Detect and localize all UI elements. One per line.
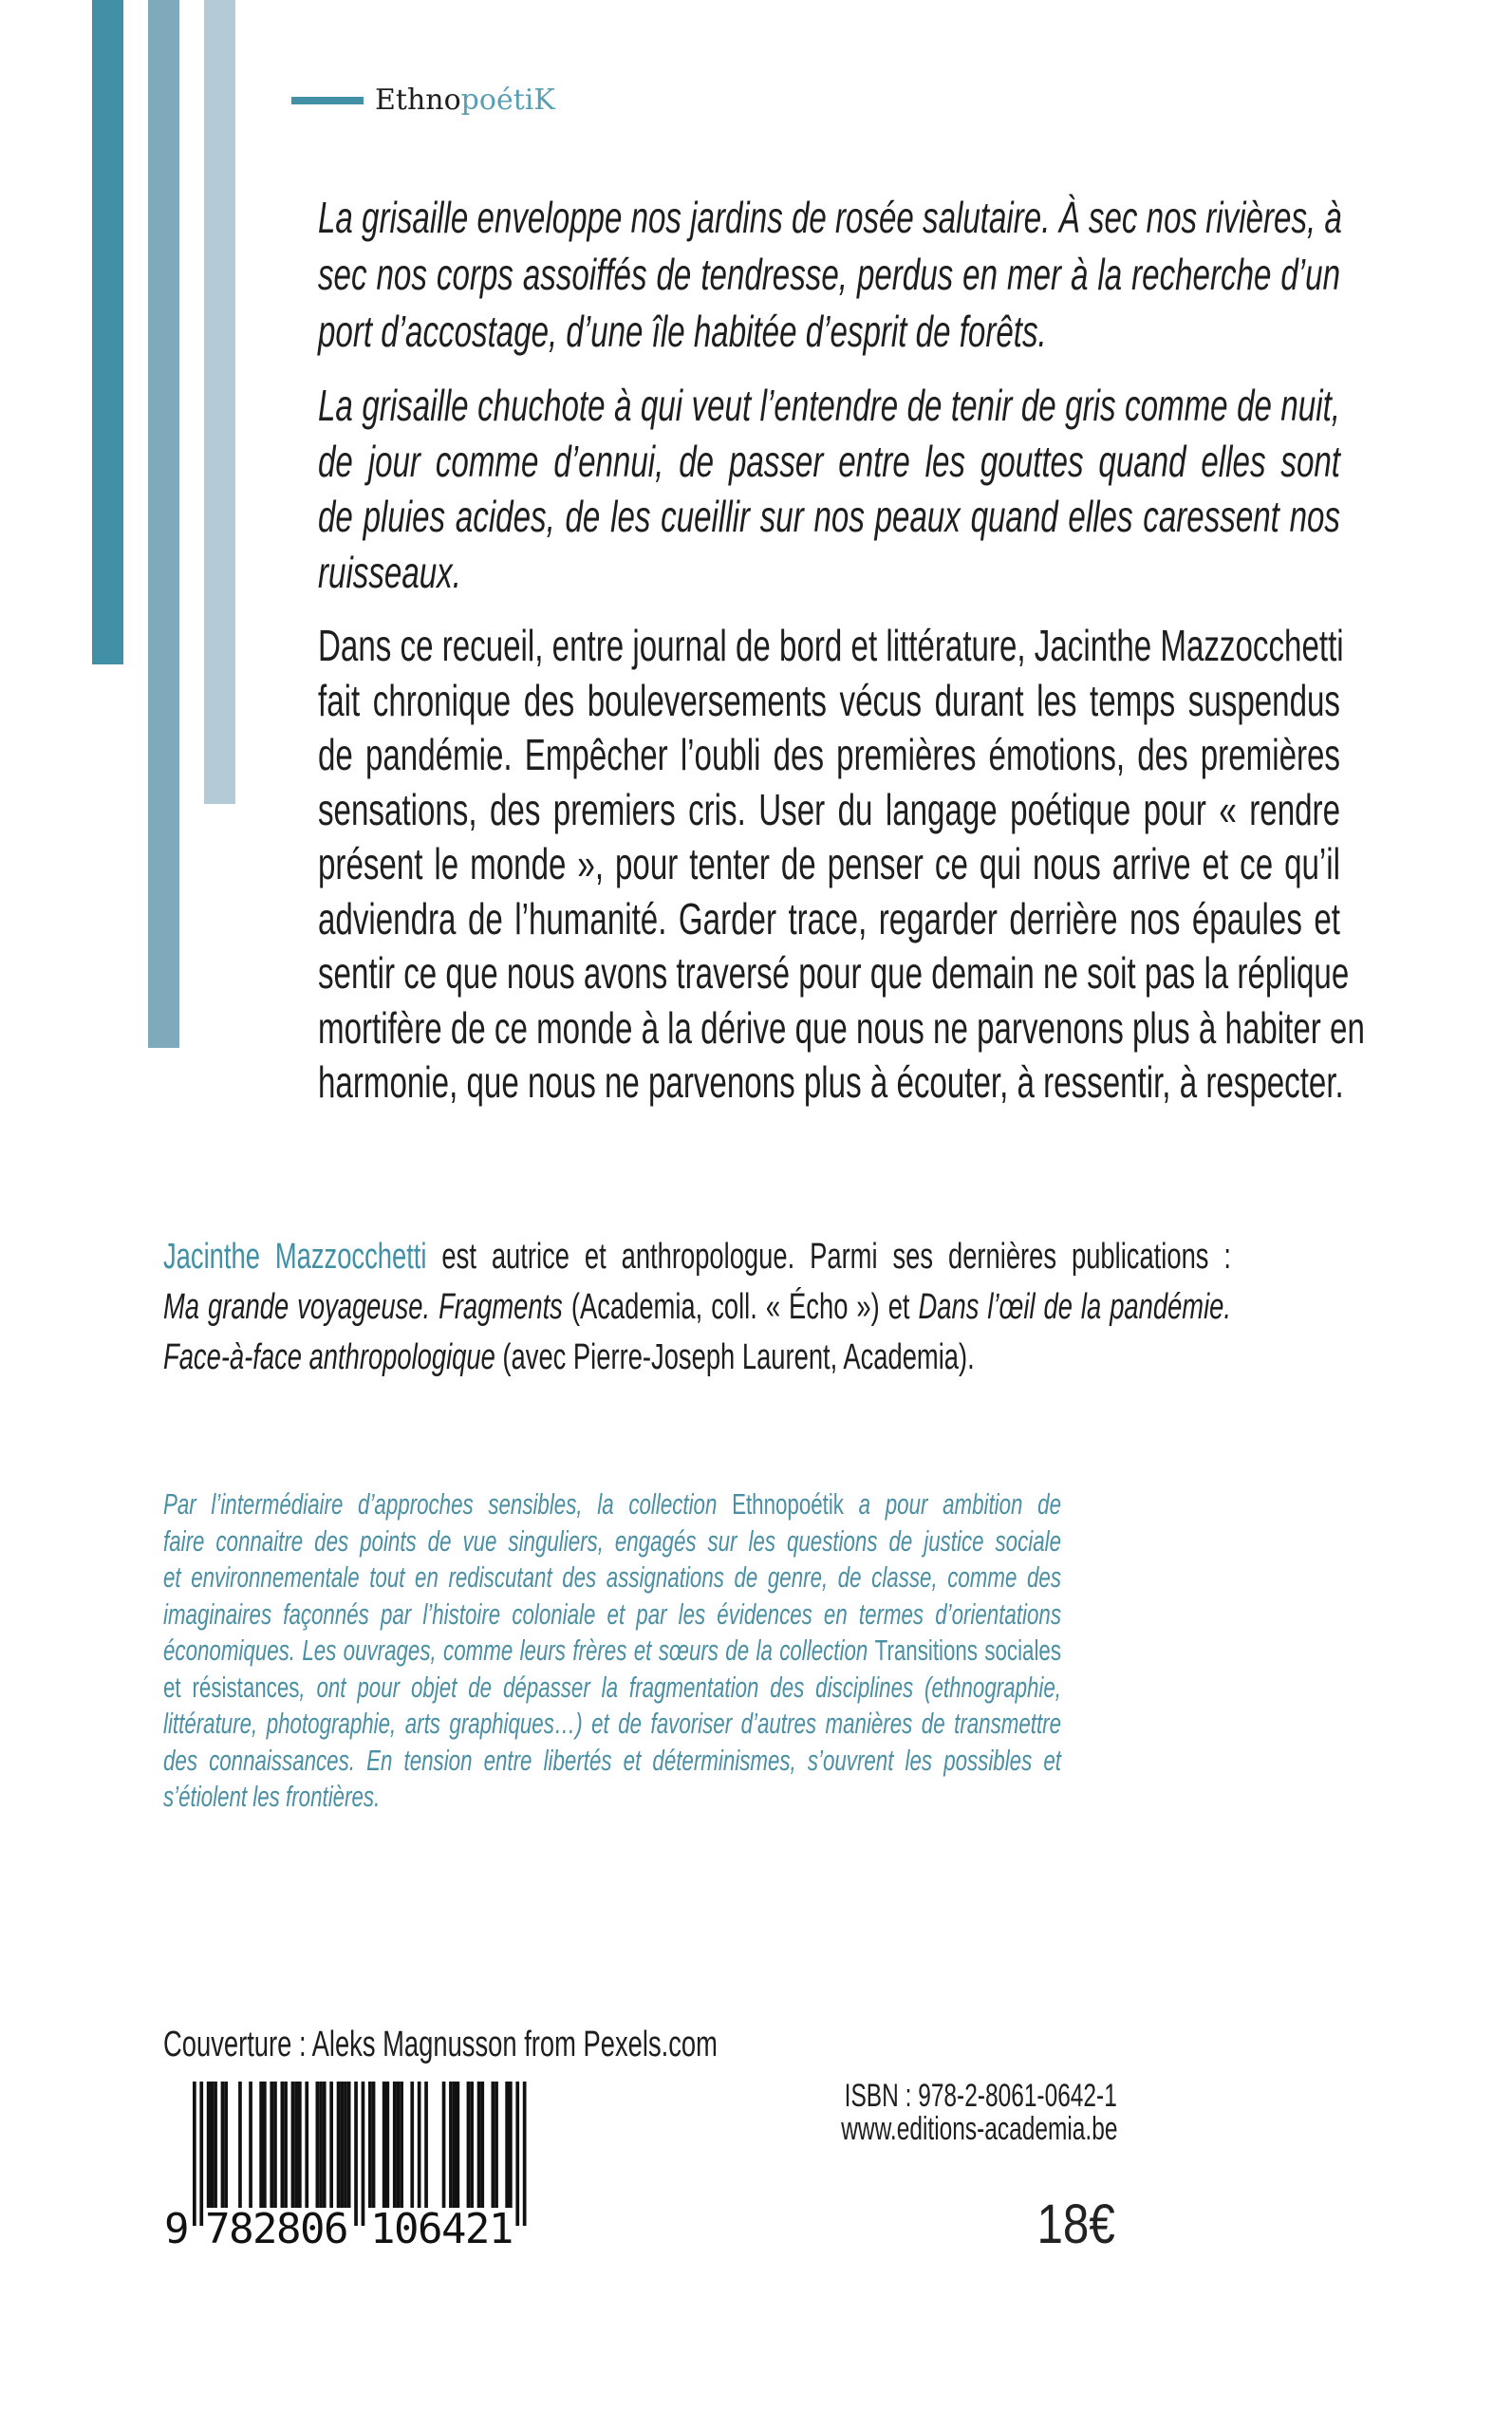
- barcode-bar: [509, 2082, 513, 2208]
- barcode-bar: [281, 2082, 285, 2208]
- barcode-bar: [340, 2082, 344, 2208]
- collection-line: [163, 1782, 1061, 1811]
- blurb-line: [318, 250, 1340, 299]
- barcode-bar: [515, 2082, 519, 2226]
- text-run: harmonie, que nous ne parvenons plus à écouter, à ressentir, à respecter.: [318, 1057, 1344, 1107]
- bio-line: [163, 1239, 1231, 1275]
- blurb-line: [318, 193, 1342, 242]
- collection-line: [163, 1672, 1061, 1702]
- barcode-bar: [249, 2082, 252, 2208]
- text-run: Par l’intermédiaire d’approches sensibles, la collection: [163, 1487, 733, 1521]
- barcode-bar: [319, 2082, 323, 2208]
- collection-line: [163, 1523, 1061, 1558]
- barcode-bar: [214, 2082, 217, 2208]
- decor-bar-dark: [92, 0, 123, 664]
- text-run: de pluies acides, de les cueillir sur nos peaux quand elles caressent nos: [318, 492, 1340, 541]
- text-run: , ont pour objet de dépasser la fragmentation des disciplines (ethnographie,: [299, 1670, 1061, 1704]
- barcode-bar: [397, 2082, 401, 2208]
- text-run: des connaissances. En tension entre libertés et déterminismes, s’ouvrent les possibles et: [163, 1743, 1061, 1777]
- barcode-bar: [418, 2082, 421, 2208]
- barcode-first-digit: 9: [164, 2205, 190, 2253]
- text-run: de jour comme d’ennui, de passer entre les gouttes quand elles sont: [318, 436, 1340, 486]
- text-run: fait chronique des bouleversements vécus durant les temps suspendus: [318, 675, 1340, 725]
- barcode-bar: [505, 2082, 509, 2208]
- text-run: (Academia, coll. « Écho ») et: [562, 1287, 919, 1327]
- text-run: Transitions sociales: [874, 1634, 1061, 1667]
- blurb-line: [318, 381, 1340, 430]
- text-run: La grisaille chuchote à qui veut l’entendre de tenir de gris comme de nuit,: [318, 381, 1340, 430]
- collection-line: [163, 1635, 1061, 1665]
- collection-logo: [375, 84, 555, 117]
- author-name: Jacinthe Mazzocchetti: [163, 1237, 427, 1277]
- cover-credit: Couverture : Aleks Magnusson from Pexels.com: [163, 2025, 718, 2064]
- barcode-bar: [424, 2082, 428, 2208]
- text-run: Dans ce recueil, entre journal de bord et littérature, Jacinthe Mazzocchetti: [318, 621, 1344, 670]
- barcode-bar: [329, 2082, 333, 2208]
- book-title: Dans l’œil de la pandémie.: [918, 1287, 1231, 1327]
- barcode-bar: [259, 2082, 263, 2208]
- blurb-line: [318, 307, 1340, 356]
- text-run: de pandémie. Empêcher l’oubli des premières émotions, des premières: [318, 730, 1340, 779]
- decor-bar-light: [204, 0, 235, 804]
- barcode-bar: [298, 2082, 302, 2208]
- barcode-bar: [449, 2082, 453, 2208]
- text-run: et environnementale tout en rediscutant des assignations de genre, de classe, comme des: [163, 1560, 1061, 1594]
- barcode-right-digits: 106421: [370, 2205, 514, 2253]
- barcode-bar: [480, 2082, 484, 2208]
- barcode-bar: [344, 2082, 347, 2208]
- blurb-line: [318, 621, 1344, 670]
- text-run: imaginaires façonnés par l’histoire coloniale et par les évidences en termes d’orientations: [163, 1597, 1061, 1631]
- collection-line: [163, 1709, 1061, 1738]
- text-run: La grisaille enveloppe nos jardins de rosée salutaire. À sec nos rivières, à: [318, 193, 1342, 242]
- barcode-bar: [386, 2082, 390, 2208]
- collection-line: [163, 1562, 1061, 1592]
- barcode-bar: [372, 2082, 376, 2208]
- text-run: est autrice et anthropologue. Parmi ses dernières publications :: [426, 1237, 1231, 1277]
- barcode-bar: [442, 2082, 446, 2208]
- text-run: a pour ambition de: [843, 1487, 1061, 1521]
- barcode-bar: [294, 2082, 298, 2208]
- barcode-bar: [273, 2082, 277, 2208]
- text-run: et résistances: [163, 1670, 300, 1704]
- blurb-line: [318, 893, 1340, 943]
- text-run: Ethnopoétik: [732, 1487, 844, 1521]
- barcode-bar: [400, 2082, 403, 2208]
- barcode-bar: [453, 2082, 457, 2208]
- barcode-bar: [347, 2082, 351, 2208]
- barcode-bar: [457, 2082, 460, 2208]
- book-title: Face-à-face anthropologique: [163, 1337, 495, 1377]
- blurb-line: [318, 784, 1340, 834]
- barcode-bar: [393, 2082, 397, 2208]
- blurb-line: [318, 492, 1340, 541]
- text-run: (avec Pierre-Joseph Laurent, Academia).: [495, 1337, 975, 1377]
- price: 18€: [1036, 2194, 1115, 2255]
- text-run: port d’accostage, d’une île habitée d’esprit de forêts.: [318, 307, 1047, 356]
- isbn: ISBN : 978-2-8061-0642-1: [844, 2078, 1117, 2114]
- text-run: économiques. Les ouvrages, comme leurs frères et sœurs de la collection: [163, 1634, 875, 1667]
- barcode-bar: [368, 2082, 372, 2208]
- barcode-bar: [270, 2082, 273, 2208]
- barcode-bar: [477, 2082, 481, 2208]
- blurb-line: [318, 839, 1340, 888]
- barcode-bar: [193, 2082, 196, 2226]
- barcode-bar: [354, 2082, 358, 2226]
- publisher-website: www.editions-academia.be: [840, 2111, 1117, 2147]
- barcode-bar: [492, 2082, 495, 2208]
- text-run: présent le monde », pour tenter de penser ce qui nous arrive et ce qu’il: [318, 839, 1340, 888]
- barcode-bar: [284, 2082, 288, 2208]
- barcode-bar: [383, 2082, 386, 2208]
- barcode-bar: [238, 2082, 242, 2208]
- barcode-bar: [224, 2082, 228, 2208]
- text-run: s’étiolent les frontières.: [163, 1780, 381, 1813]
- barcode-bar: [207, 2082, 211, 2208]
- text-run: sentir ce que nous avons traversé pour que demain ne soit pas la réplique: [318, 948, 1350, 998]
- decor-bar-mid: [148, 0, 179, 1048]
- barcode-bar: [221, 2082, 225, 2208]
- barcode-bar: [495, 2082, 498, 2208]
- barcode-bar: [263, 2082, 267, 2208]
- barcode-bar: [467, 2082, 471, 2208]
- book-title: Ma grande voyageuse. Fragments: [163, 1287, 563, 1327]
- isbn-barcode: [161, 2079, 541, 2259]
- barcode-bar: [305, 2082, 308, 2208]
- bio-line: [163, 1339, 1231, 1375]
- blurb-line: [318, 675, 1340, 725]
- bio-line: [163, 1289, 1231, 1325]
- barcode-bar: [291, 2082, 295, 2208]
- collection-line: [163, 1743, 1061, 1777]
- logo-part-poetik: poétiK: [460, 84, 555, 117]
- barcode-bar: [337, 2082, 341, 2208]
- blurb-line: [318, 436, 1340, 486]
- text-run: sec nos corps assoiffés de tendresse, perdus en mer à la recherche d’un: [318, 250, 1340, 299]
- barcode-left-digits: 782806: [205, 2205, 349, 2253]
- barcode-bar: [523, 2082, 527, 2226]
- barcode-bar: [323, 2082, 327, 2208]
- blurb-line: [318, 1002, 1365, 1053]
- collection-line: [163, 1599, 1061, 1629]
- logo-rule: [291, 97, 364, 104]
- barcode-bar: [211, 2082, 215, 2208]
- blurb-line: [318, 948, 1350, 998]
- text-run: adviendra de l’humanité. Garder trace, regarder derrière nos épaules et: [318, 893, 1340, 943]
- barcode-bar: [199, 2082, 203, 2226]
- text-run: ruisseaux.: [318, 547, 461, 597]
- barcode-bar: [470, 2082, 474, 2208]
- barcode-bar: [410, 2082, 414, 2208]
- collection-line: [163, 1489, 1061, 1519]
- text-run: mortifère de ce monde à la dérive que nous ne parvenons plus à habiter en: [318, 1002, 1365, 1053]
- blurb-line: [318, 547, 1340, 597]
- text-run: littérature, photographie, arts graphiques…) et de favoriser d’autres manières de transmettre: [163, 1707, 1061, 1740]
- blurb-line: [318, 730, 1340, 779]
- text-run: faire connaitre des points de vue singuliers, engagés sur les questions de justice sociale: [163, 1523, 1061, 1558]
- barcode-bar: [362, 2082, 365, 2226]
- logo-part-ethno: Ethno: [375, 84, 461, 117]
- blurb-line: [318, 1057, 1344, 1107]
- barcode-bar: [316, 2082, 320, 2208]
- text-run: sensations, des premiers cris. User du langage poétique pour « rendre: [318, 784, 1340, 834]
